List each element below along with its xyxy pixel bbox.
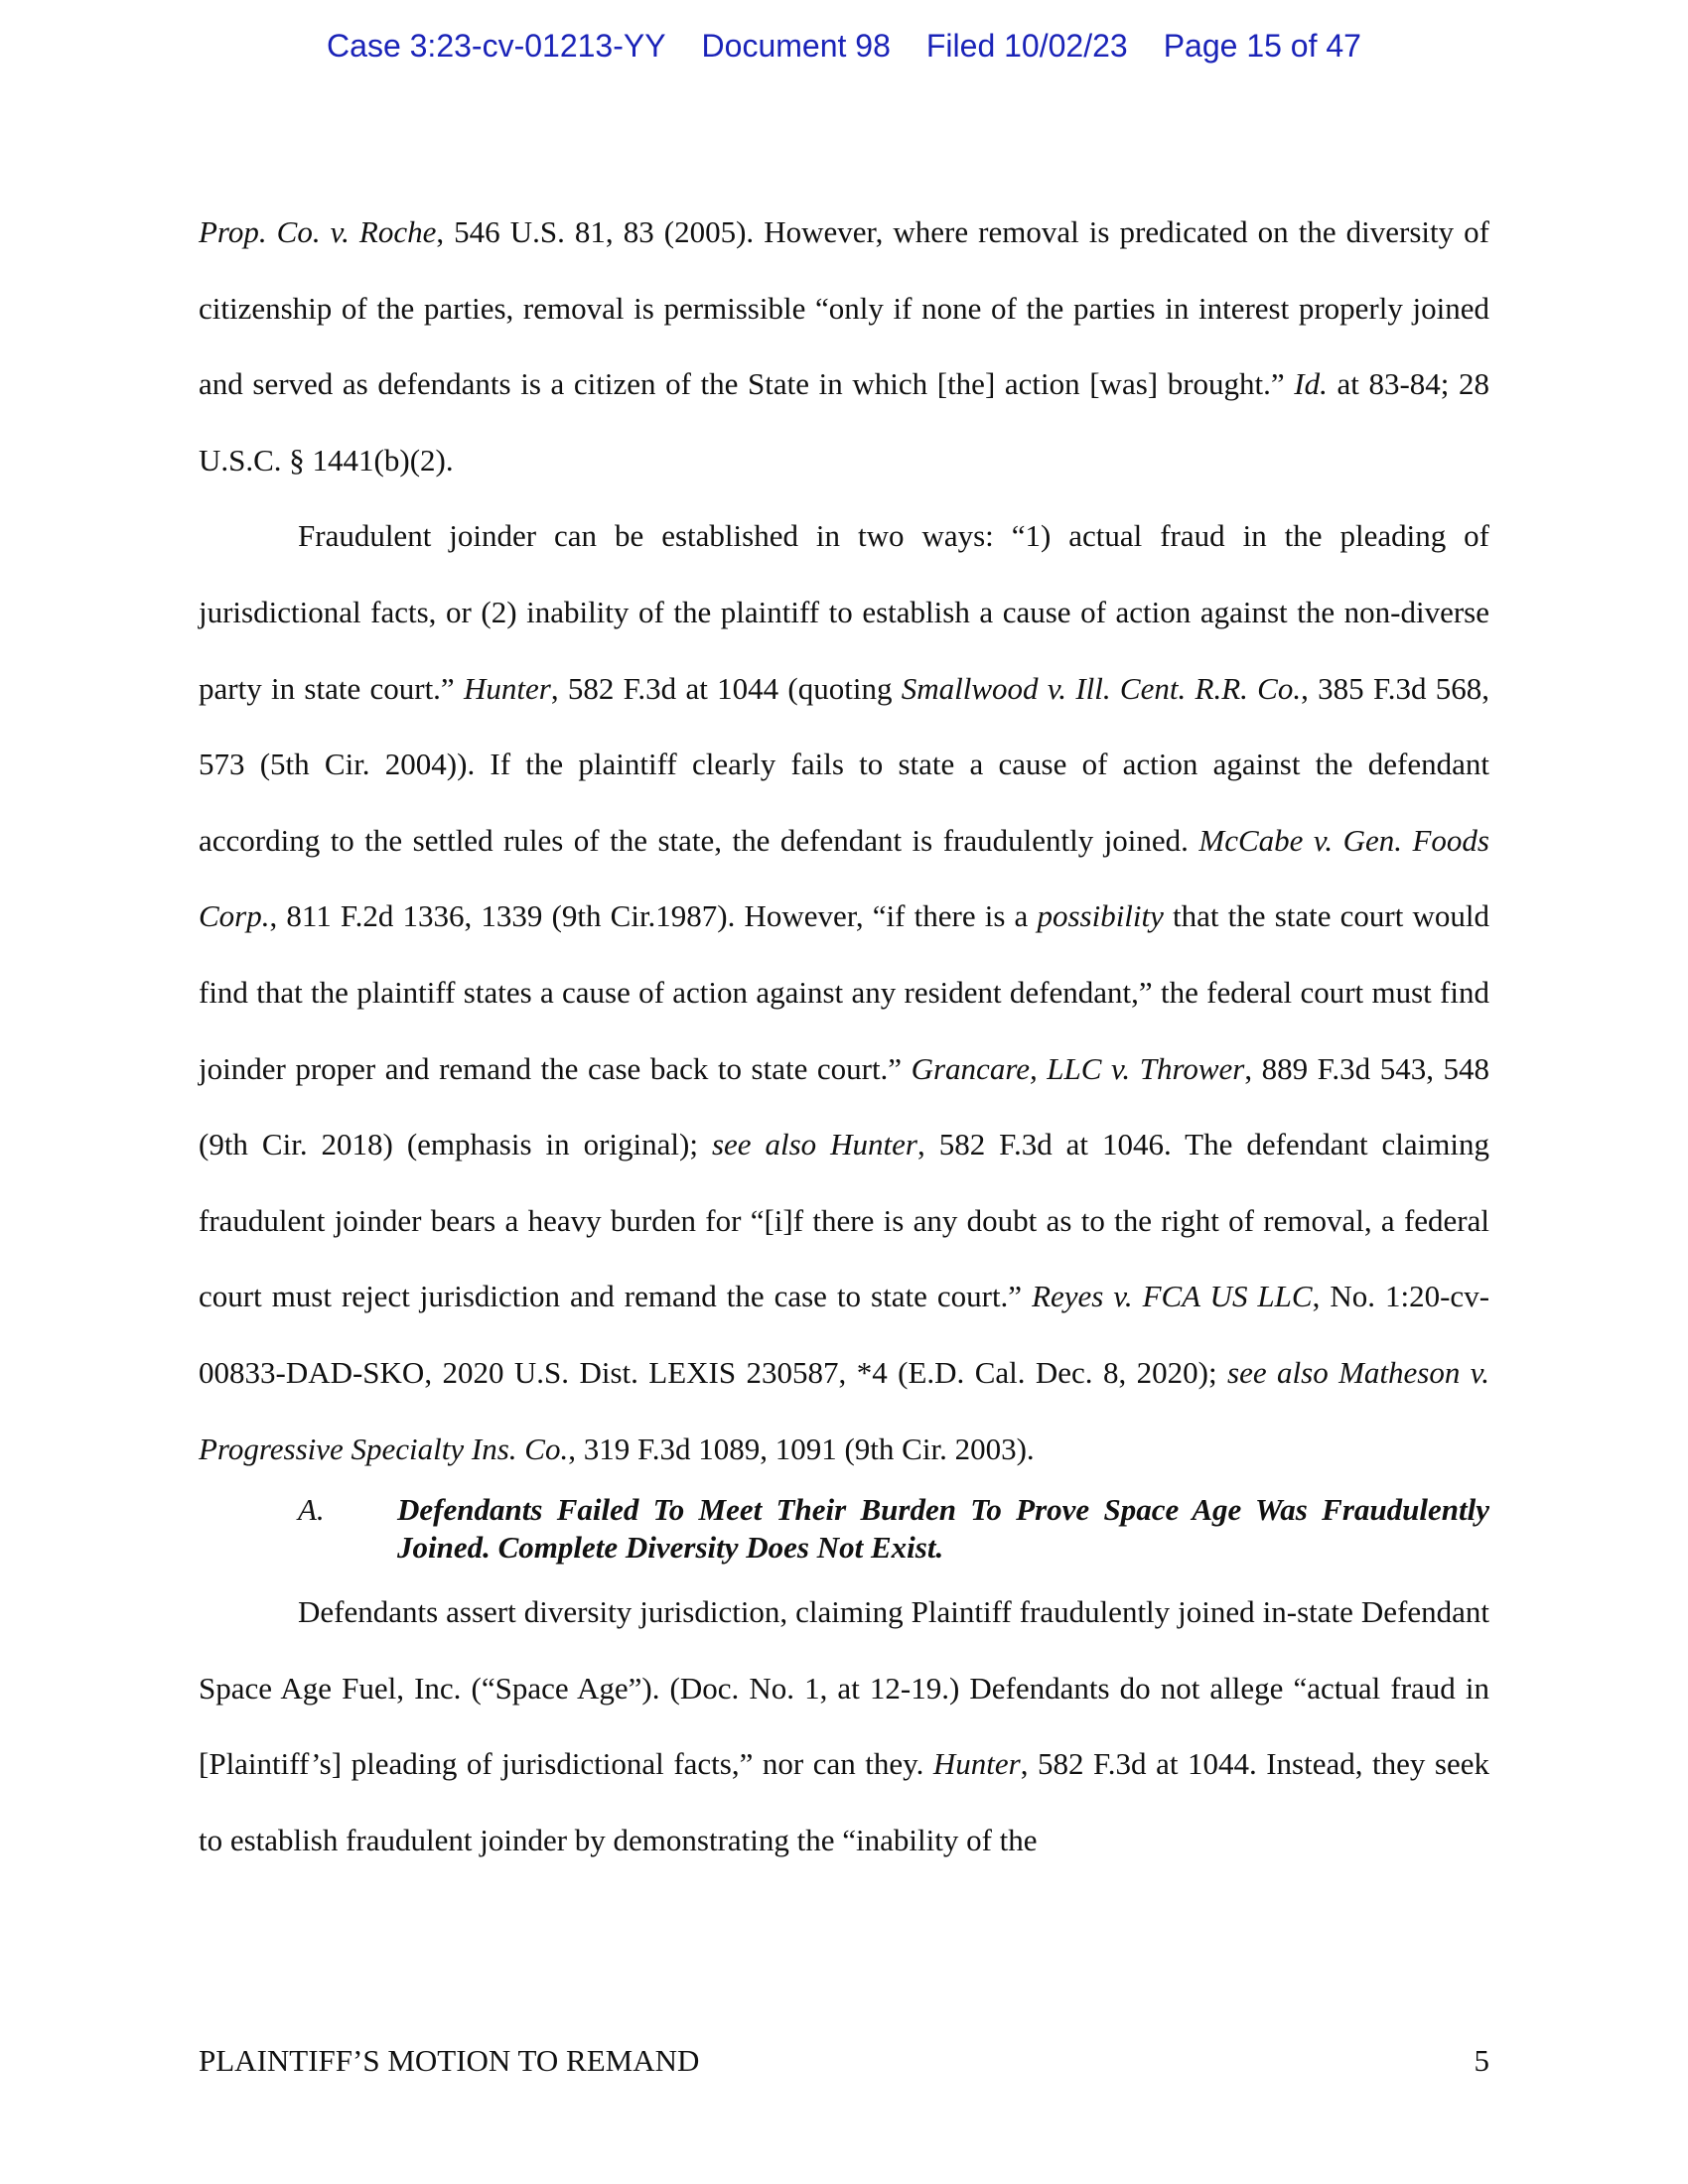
page-footer [199,2043,1489,2079]
footer-page-number: 5 [1474,2043,1489,2078]
header-page-count: Page 15 of 47 [1163,28,1361,64]
section-heading-letter: A. [298,1492,325,1528]
body-paragraph [199,195,1489,498]
paragraph-text: , 582 F.3d at 1044 (quoting [550,670,902,706]
citation-italic: see also Matheson v. Progressive Specialty Ins. Co. [199,1354,1489,1466]
paragraph-text: , 582 F.3d at 1044. Instead, they seek to establish fraudulent joinder by demonstrating the “inability of the [199,1746,1490,1857]
header-filed-date: Filed 10/02/23 [925,28,1128,64]
section-heading [199,1491,1489,1567]
citation-italic: Grancare, LLC v. Thrower [911,1050,1245,1086]
paragraphs-after-heading [199,1574,1489,1878]
paragraph-text: Defendants assert diversity jurisdiction, claiming Plaintiff fraudulently joined in-state Defendant Space Age Fuel, Inc. (“Space Age”). (Doc. No. 1, at 12-19.) Defendants do not allege “actual fraud in [Plaintiff’s] pleading of jurisdictional facts,” nor can they. [199,1594,1489,1782]
citation-italic: possibility [1037,898,1164,934]
paragraphs-before-heading [199,195,1489,1487]
citation-italic: Prop. Co. v. Roche [199,214,437,249]
paragraph-text: , 582 F.3d at 1046. The defendant claiming fraudulent joinder bears a heavy burden for “[i]f there is any doubt as to the right of removal, a federal court must reject jurisdiction and remand the case to state court.” [199,1127,1490,1314]
citation-italic: Hunter [932,1746,1021,1782]
paragraph-text: , 546 U.S. 81, 83 (2005). However, where removal is predicated on the diversity of citizenship of the parties, removal is permissible “only if none of the parties in interest properly joined and served as defendants is a citizen of the State in which [the] action [was] brought.” [199,214,1489,402]
body-paragraph [199,498,1489,1487]
citation-italic: Id. [1294,366,1328,402]
citation-italic: Hunter [463,670,551,706]
citation-italic: McCabe v. Gen. Foods Corp. [199,822,1489,934]
paragraph-text: , 319 F.3d 1089, 1091 (9th Cir. 2003). [568,1431,1035,1466]
paragraph-text: , 385 F.3d 568, 573 (5th Cir. 2004)). If the plaintiff clearly fails to state a cause of action against the defendant according to the settled rules of the state, the defendant is fraudulently joined. [199,670,1489,858]
citation-italic: Reyes v. FCA US LLC [1032,1279,1313,1314]
header-case-number: Case 3:23-cv-01213-YY [327,28,666,64]
paragraph-text: , 811 F.2d 1336, 1339 (9th Cir.1987). However, “if there is a [269,898,1038,934]
ecf-header [0,28,1688,65]
footer-title: PLAINTIFF’S MOTION TO REMAND [199,2043,700,2078]
citation-italic: see also Hunter [711,1127,917,1162]
document-body [199,195,1489,1878]
paragraph-text: that the state court would find that the plaintiff states a cause of action against any resident defendant,” the federal court must find joinder proper and remand the case back to state court.” [199,898,1489,1086]
paragraph-text: at 83-84; 28 U.S.C. § 1441(b)(2). [199,366,1489,478]
header-document-number: Document 98 [701,28,891,64]
citation-italic: Smallwood v. Ill. Cent. R.R. Co. [901,670,1302,706]
paragraph-text: , No. 1:20-cv-00833-DAD-SKO, 2020 U.S. Dist. LEXIS 230587, *4 (E.D. Cal. Dec. 8, 2020); [199,1279,1490,1390]
paragraph-text: Fraudulent joinder can be established in two ways: “1) actual fraud in the pleading of jurisdictional facts, or (2) inability of the plaintiff to establish a cause of action against the non-diverse party in state court.” [199,518,1489,706]
paragraph-text: , 889 F.3d 543, 548 (9th Cir. 2018) (emphasis in original); [199,1050,1489,1162]
body-paragraph [199,1574,1489,1878]
section-heading-text: Defendants Failed To Meet Their Burden To Prove Space Age Was Fraudulently Joined. Complete Diversity Does Not Exist. [397,1492,1489,1566]
